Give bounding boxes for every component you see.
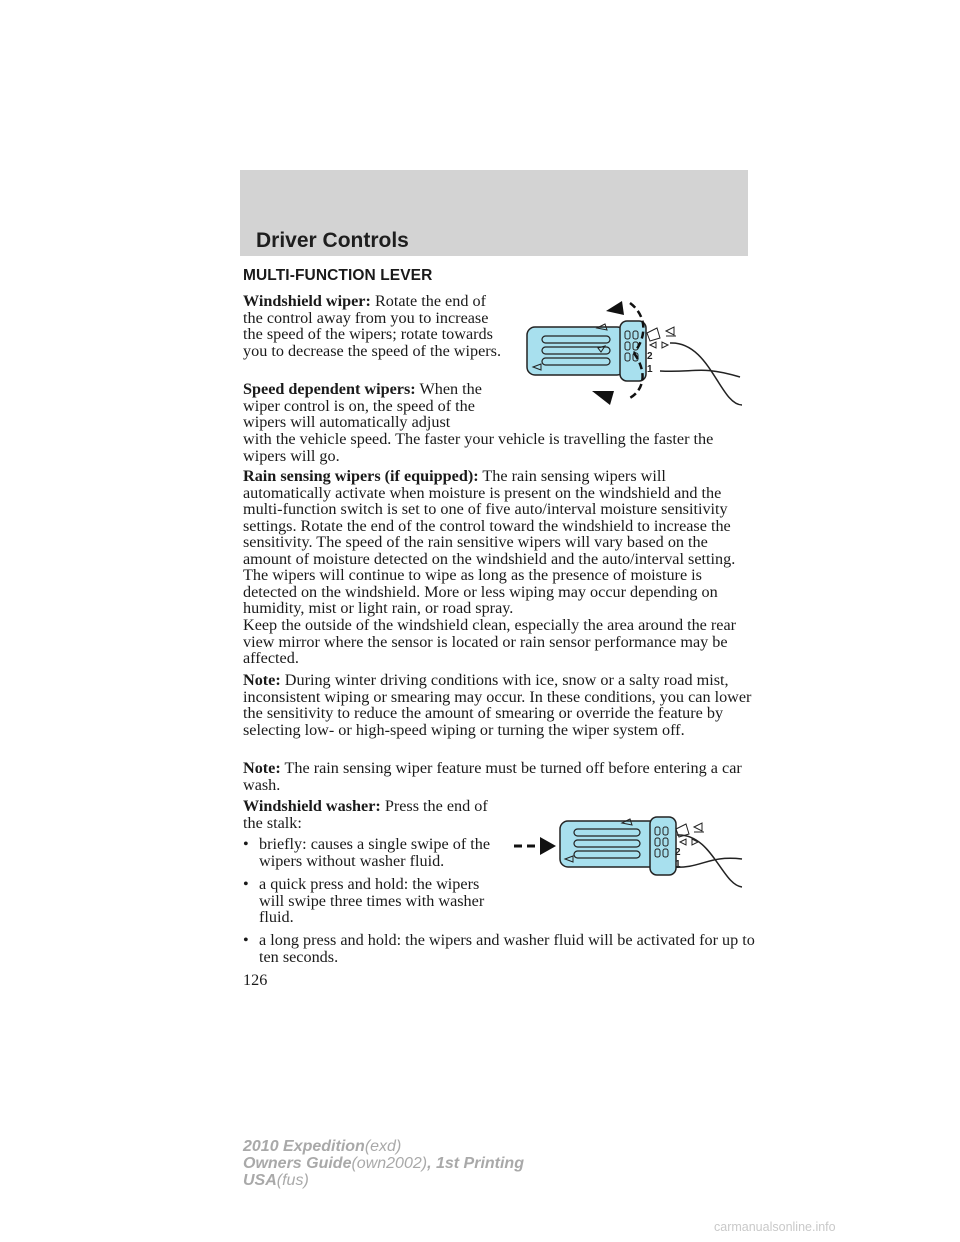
bullet-icon: • bbox=[243, 931, 249, 949]
bullet-text: a quick press and hold: the wipers will swipe three times with washer fluid. bbox=[259, 875, 485, 926]
rain-paragraph bbox=[243, 468, 755, 617]
headlamp-icon bbox=[694, 823, 704, 832]
wiper-stalk-rotate-illustration bbox=[520, 295, 750, 415]
footer-line-guide bbox=[243, 1155, 524, 1172]
wiper-paragraph bbox=[243, 293, 505, 359]
wiper-label: Windshield wiper: bbox=[243, 292, 371, 310]
footer-market: USA bbox=[243, 1172, 277, 1189]
page-title: Driver Controls bbox=[256, 229, 409, 252]
turn-signal-icon bbox=[650, 342, 668, 348]
note-winter-text: During winter driving conditions with ice, snow or a salty road mist, inconsistent wiping or smearing may occur. In these conditions, you can lower the sensitivity to reduce the amount of smearing or override the feature by selecting low- or high-speed wiping or turning the wiper system off. bbox=[243, 671, 752, 739]
keep-clean-paragraph: Keep the outside of the windshield clean, especially the area around the rear view mirror where the sensor is located or rain sensor performance may be affected. bbox=[243, 616, 737, 667]
note-label: Note: bbox=[243, 759, 281, 777]
footer-printing: , 1st Printing bbox=[427, 1155, 524, 1172]
bullet-icon: • bbox=[243, 875, 249, 893]
note-carwash-text: The rain sensing wiper feature must be turned off before entering a car wash. bbox=[243, 759, 742, 794]
bullet-text: a long press and hold: the wipers and washer fluid will be activated for up to ten seconds. bbox=[259, 931, 755, 966]
speed-label: Speed dependent wipers: bbox=[243, 380, 416, 398]
speed-paragraph bbox=[243, 381, 505, 431]
note-winter-paragraph bbox=[243, 672, 755, 738]
wiper-stalk-press-illustration bbox=[512, 815, 747, 890]
washer-paragraph bbox=[243, 798, 501, 831]
page-number: 126 bbox=[243, 971, 268, 989]
document-footer bbox=[243, 1138, 524, 1189]
section-title: MULTI-FUNCTION LEVER bbox=[243, 267, 433, 284]
washer-icon bbox=[647, 328, 660, 341]
washer-label: Windshield washer: bbox=[243, 797, 381, 815]
footer-model: 2010 Expedition bbox=[243, 1138, 365, 1155]
footer-line-model bbox=[243, 1138, 524, 1155]
note-label: Note: bbox=[243, 671, 281, 689]
footer-market-code: (fus) bbox=[276, 1172, 309, 1189]
rain-text: The rain sensing wipers will automatically activate when moisture is present on the windshield and the multi-function switch is set to one of five auto/interval moisture sensitivity settings. Rotate the end of the control toward the windshield to increase the sensitivity. The speed of the rain sensitive wipers will vary based on the amount of moisture detected on the windshield and the auto/interval setting. The wipers will continue to wipe as long as the presence of moisture is detected on the windshield. More or less wiping may occur depending on humidity, mist or light rain, or road spray. bbox=[243, 467, 736, 617]
footer-line-market bbox=[243, 1172, 524, 1189]
bullet-text: briefly: causes a single swipe of the wipers without washer fluid. bbox=[259, 835, 491, 870]
footer-guide-code: (own2002) bbox=[351, 1155, 428, 1172]
speed-paragraph-continued: with the vehicle speed. The faster your vehicle is travelling the faster the wipers will go. bbox=[243, 430, 714, 465]
headlamp-icon bbox=[666, 327, 676, 336]
footer-model-code: (exd) bbox=[364, 1138, 402, 1155]
note-carwash-paragraph bbox=[243, 760, 755, 793]
footer-guide: Owners Guide bbox=[243, 1155, 352, 1172]
wiper-text: Rotate the end of the control away from you to increase the speed of the wipers; rotate towards you to decrease the speed of the wipers. bbox=[243, 292, 502, 360]
stalk-label-1: 1 bbox=[647, 364, 653, 375]
stalk-label-2: 2 bbox=[647, 351, 653, 362]
speed-text: When the wiper control is on, the speed of the wipers will automatically adjust bbox=[243, 380, 482, 431]
stalk-label-1: 1 bbox=[675, 859, 681, 870]
rain-label: Rain sensing wipers (if equipped): bbox=[243, 467, 479, 485]
watermark: carmanualsonline.info bbox=[714, 1220, 836, 1234]
stalk-label-2: 2 bbox=[675, 847, 681, 858]
bullet-icon: • bbox=[243, 835, 249, 853]
washer-text: Press the end of the stalk: bbox=[243, 797, 488, 832]
